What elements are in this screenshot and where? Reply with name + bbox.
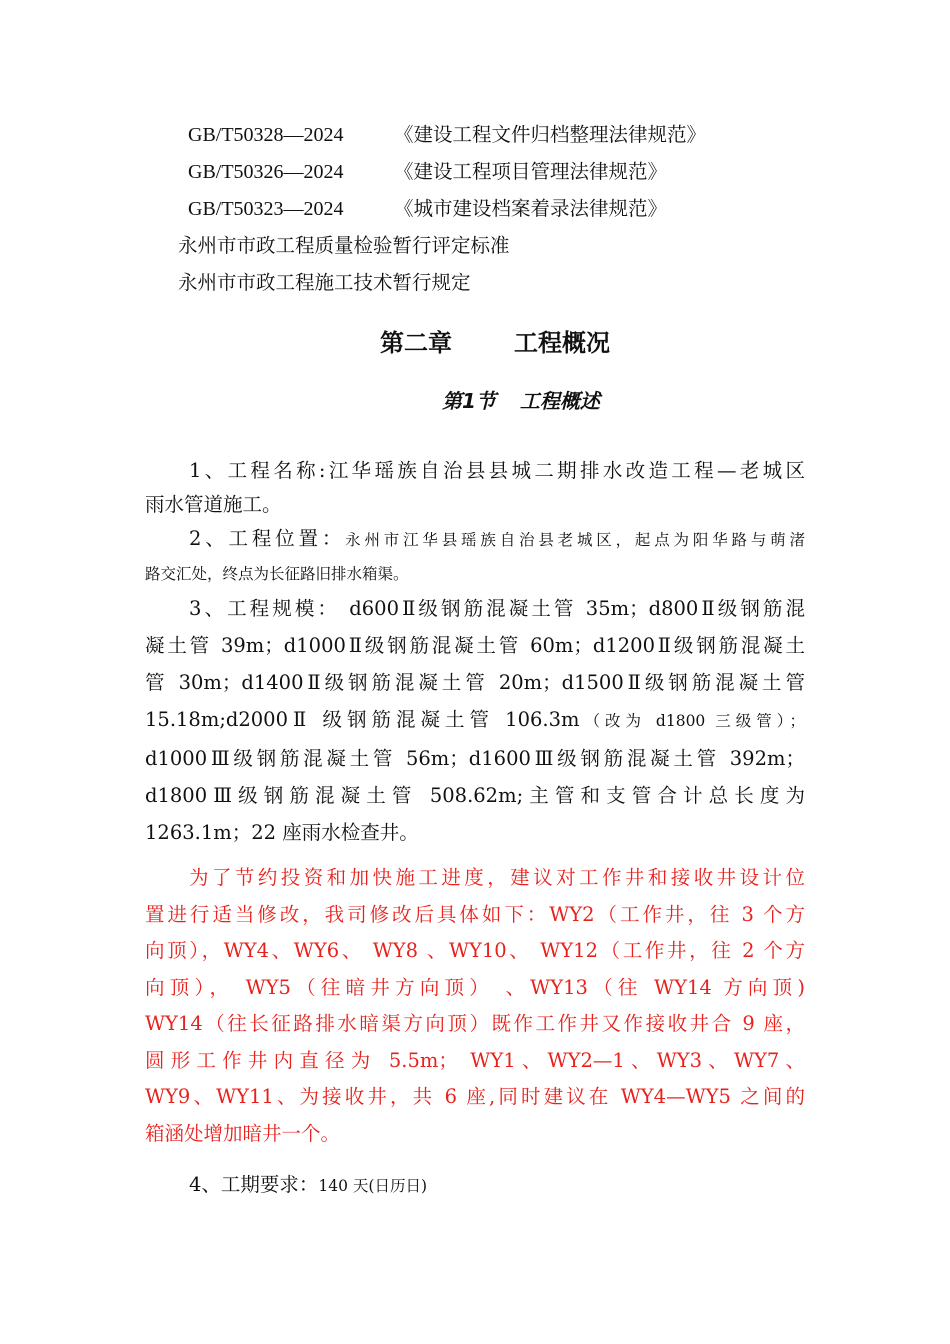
standard-code: GB/T50323—2024 xyxy=(188,198,344,220)
design-change-proposal: 为了节约投资和加快施工进度，建议对工作井和接收井设计位 置进行适当修改，我司修改后具体如下：WY2（工作井，往 3 个方 向顶），WY4、WY6、 WY8 、WY10、 WY12（工作井，往 2 个方 向顶）， WY5（往暗井方向顶） 、WY13（往 WY14 方向顶) WY14（往长征路排水暗渠方向顶）既作工作井又作接收井合 9 座， 圆形工作井内直径为 5.5m； WY1、WY2—1、WY3、WY7、 WY9、WY11、为接收井，共 6 座,同时建议在 WY4—WY5 之间的 箱涵处增加暗井一个。 xyxy=(145,866,805,1145)
location-label: 2、工程位置： xyxy=(189,527,346,550)
chapter-heading xyxy=(380,326,610,360)
project-location-paragraph: 2、工程位置：永州市江华县瑶族自治县老城区，起点为阳华路与萌渚 路交汇处，终点为长征路旧排水箱渠。 xyxy=(145,527,805,583)
section-title: 工程概述 xyxy=(519,389,600,413)
local-standard: 永州市市政工程质量检验暂行评定标准 xyxy=(178,234,510,257)
section-number: 第1节 xyxy=(442,389,496,413)
standard-row xyxy=(188,159,667,185)
section-heading xyxy=(442,386,600,416)
local-standard: 永州市市政工程施工技术暂行规定 xyxy=(178,271,471,294)
standard-code: GB/T50326—2024 xyxy=(188,161,344,183)
duration-label: 4、工期要求： xyxy=(189,1173,319,1196)
location-text: 永州市江华县瑶族自治县老城区，起点为阳华路与萌渚 xyxy=(345,531,805,549)
standard-title: 《城市建设档案着录法律规范》 xyxy=(394,197,668,220)
standard-title: 《建设工程文件归档整理法律规范》 xyxy=(394,123,707,146)
standard-title: 《建设工程项目管理法律规范》 xyxy=(394,160,668,183)
scale-note: （改为 d1800 三级管）； xyxy=(579,712,805,730)
chapter-title: 工程概况 xyxy=(514,329,610,357)
chapter-number: 第二章 xyxy=(380,329,452,357)
project-name-paragraph: 1、工程名称:江华瑶族自治县县城二期排水改造工程—老城区 雨水管道施工。 xyxy=(145,459,805,516)
standard-row xyxy=(188,196,667,222)
project-duration-paragraph xyxy=(145,1168,805,1203)
duration-value: 140 天(日历日) xyxy=(318,1177,428,1195)
standard-row xyxy=(188,122,706,148)
project-scale-paragraph: 3、工程规模： d600Ⅱ级钢筋混凝土管 35m；d800Ⅱ级钢筋混 凝土管 39m；d1000Ⅱ级钢筋混凝土管 60m；d1200Ⅱ级钢筋混凝土 管 30m；d1400Ⅱ级钢筋混凝土管 20m；d1500Ⅱ级钢筋混凝土管 15.18m;d2000Ⅱ 级钢筋混凝土管 106.3m（改为 d1800 三级管）； d1000Ⅲ级钢筋混凝土管 56m；d1600Ⅲ级钢筋混凝土管 392m； d1800Ⅲ级钢筋混凝土管 508.62m;主管和支管合计总长度为 1263.1m；22 座雨水检查井。 xyxy=(145,597,805,844)
standard-code: GB/T50328—2024 xyxy=(188,124,344,146)
